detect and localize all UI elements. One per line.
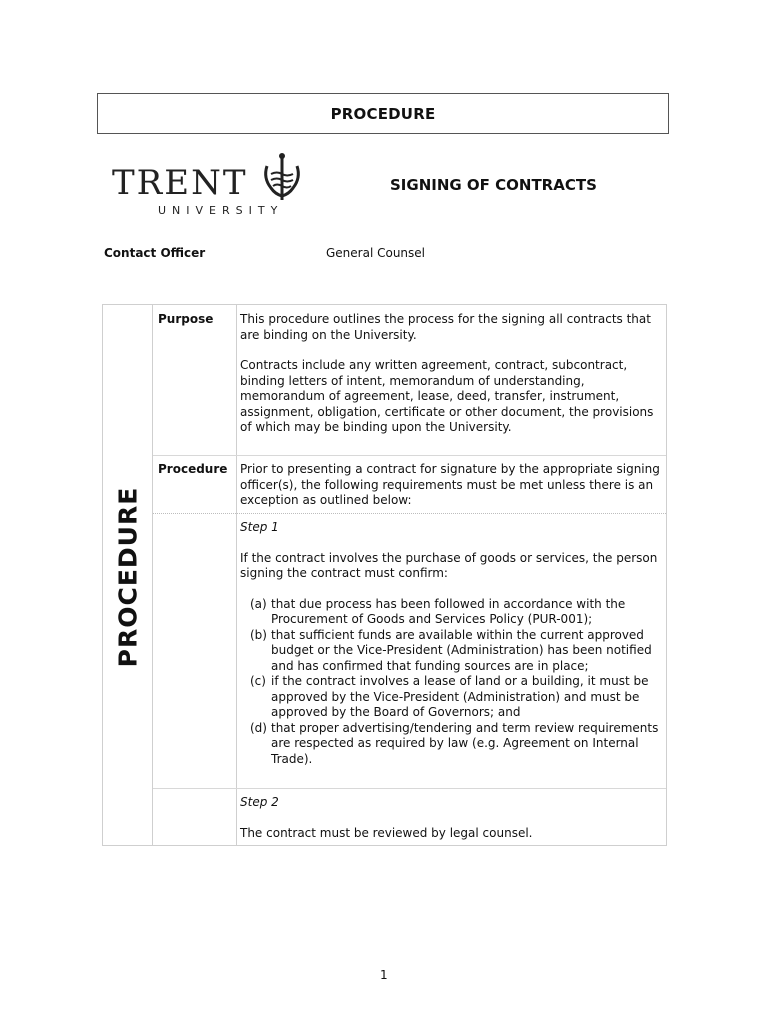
list-item-text: that sufficient funds are available within the current approved budget or the Vice-President (Administration) has been notified and has confirmed that funding sources are in place;	[271, 627, 652, 673]
contact-officer-label: Contact Officer	[104, 246, 206, 260]
logo-subtitle: UNIVERSITY	[158, 204, 284, 217]
purpose-label: Purpose	[158, 312, 214, 326]
contact-officer-value: General Counsel	[326, 246, 426, 260]
step1-intro: If the contract involves the purchase of goods or services, the person signing the contract must confirm:	[240, 550, 658, 580]
list-item-text: that due process has been followed in accordance with the Procurement of Goods and Services Policy (PUR-001);	[271, 596, 626, 626]
document-title: SIGNING OF CONTRACTS	[390, 176, 597, 194]
step1-title: Step 1	[240, 520, 279, 534]
trent-university-logo	[112, 152, 312, 222]
list-item	[240, 674, 664, 721]
purpose-paragraph-1: This procedure outlines the process for the signing all contracts that are binding on the University.	[240, 312, 651, 342]
trent-emblem-icon	[259, 152, 305, 204]
side-column	[103, 305, 153, 845]
step1-requirements-list	[240, 597, 664, 768]
list-item	[240, 721, 664, 768]
procedure-intro: Prior to presenting a contract for signature by the appropriate signing officer(s), the following requirements must be met unless there is an exception as outlined below:	[240, 462, 660, 507]
list-item-text: that proper advertising/tendering and term review requirements are respected as required by law (e.g. Agreement on Internal Trade).	[271, 720, 659, 766]
list-item	[240, 597, 664, 628]
procedure-label: Procedure	[158, 462, 228, 476]
document-type-label: PROCEDURE	[330, 104, 436, 123]
step2-text: The contract must be reviewed by legal counsel.	[240, 825, 533, 840]
list-item-marker: (d)	[250, 720, 267, 735]
document-type-header	[97, 93, 669, 134]
list-item	[240, 628, 664, 675]
column-divider	[236, 305, 237, 845]
logo-wordmark: TRENT	[112, 163, 248, 203]
step2-title: Step 2	[240, 795, 279, 809]
step2-content	[240, 795, 664, 841]
list-item-marker: (c)	[250, 674, 266, 688]
list-item-text: if the contract involves a lease of land or a building, it must be approved by the Vice-President (Administration) and must be approved by the Board of Governors; and	[271, 674, 649, 719]
procedure-table	[102, 304, 667, 846]
purpose-paragraph-2: Contracts include any written agreement, contract, subcontract, binding letters of intent, memorandum of understanding, memorandum of agreement, lease, deed, transfer, instrument, assignment, obligation, certificate or other document, the provisions of which may be binding upon the University.	[240, 358, 654, 434]
row-divider-dotted	[153, 513, 666, 514]
list-item-marker: (b)	[250, 627, 267, 642]
purpose-content	[240, 312, 664, 436]
row-divider	[153, 788, 666, 789]
row-divider	[153, 455, 666, 456]
page-number: 1	[380, 968, 388, 982]
side-procedure-label: PROCEDURE	[113, 486, 143, 668]
step1-content	[240, 520, 664, 767]
list-item-marker: (a)	[250, 596, 267, 611]
